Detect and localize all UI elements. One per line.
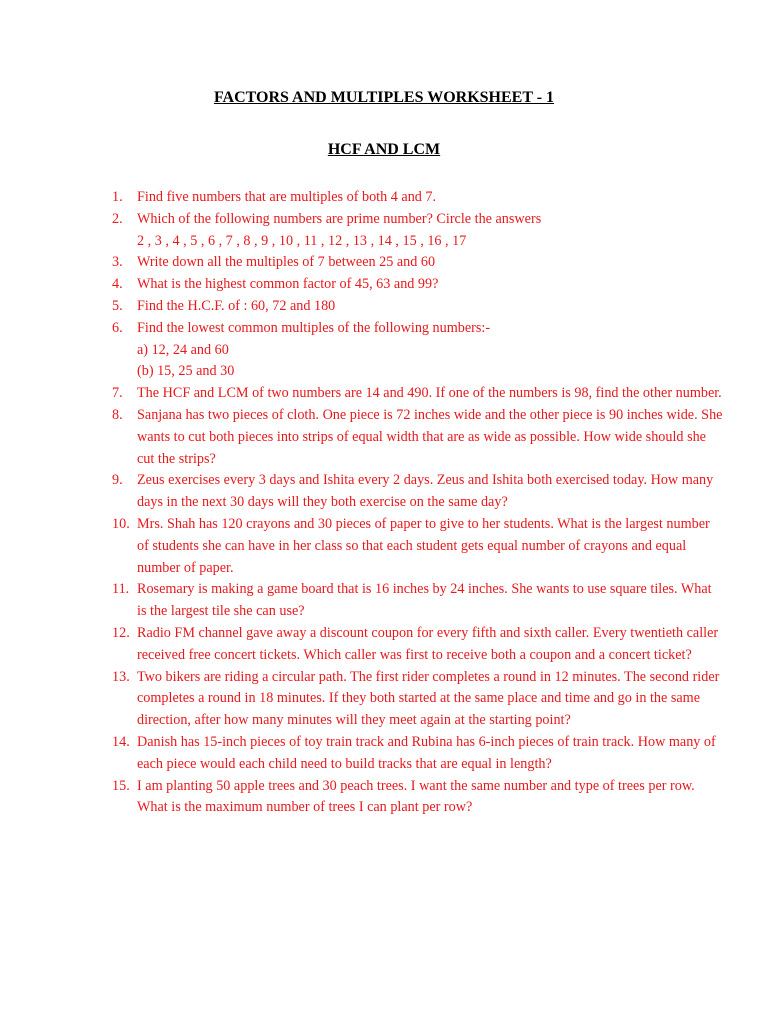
question-item — [112, 514, 724, 579]
question-number: 5. — [112, 297, 123, 314]
question-subline: 2 , 3 , 4 , 5 , 6 , 7 , 8 , 9 , 10 , 11 , 12 , 13 , 14 , 15 , 16 , 17 — [137, 232, 467, 249]
question-list — [112, 187, 724, 819]
question-text: Find the lowest common multiples of the following numbers:- — [137, 319, 491, 336]
question-text: The HCF and LCM of two numbers are 14 and 490. If one of the numbers is 98, find the other number. — [137, 385, 722, 402]
question-item — [112, 274, 724, 296]
question-number: 15. — [112, 777, 130, 794]
question-number: 11. — [112, 581, 130, 598]
question-number: 4. — [112, 276, 123, 293]
question-text: Find five numbers that are multiples of both 4 and 7. — [137, 189, 437, 205]
question-text: Which of the following numbers are prime number? Circle the answers — [137, 210, 542, 227]
question-text: I am planting 50 apple trees and 30 peach trees. I want the same number and type of trees per row. What is the maximum number of trees I can plant per row? — [137, 777, 695, 816]
question-subline: a) 12, 24 and 60 — [137, 341, 229, 358]
question-item — [112, 667, 724, 732]
question-item — [112, 776, 724, 820]
question-number: 12. — [112, 624, 130, 641]
question-text: Sanjana has two pieces of cloth. One piece is 72 inches wide and the other piece is 90 inches wide. She wants to cut both pieces into strips of equal width that are as wide as possible. How wide should she cut the strips? — [137, 406, 723, 467]
question-item — [112, 187, 724, 209]
question-text: What is the highest common factor of 45, 63 and 99? — [137, 276, 439, 293]
question-text: Zeus exercises every 3 days and Ishita every 2 days. Zeus and Ishita both exercised today. How many days in the next 30 days will they both exercise on the same day? — [137, 472, 714, 511]
question-text: Find the H.C.F. of : 60, 72 and 180 — [137, 297, 336, 314]
question-text: Rosemary is making a game board that is 16 inches by 24 inches. She wants to use square tiles. What is the largest tile she can use? — [137, 581, 712, 620]
question-number: 14. — [112, 733, 130, 750]
question-item — [112, 252, 724, 274]
worksheet-title: FACTORS AND MULTIPLES WORKSHEET - 1 — [213, 89, 555, 106]
question-text: Two bikers are riding a circular path. The first rider completes a round in 12 minutes. The second rider completes a round in 18 minutes. If they both started at the same place and time and go in the same direction, after how many minutes will they meet again at the starting point? — [137, 668, 720, 729]
question-item — [112, 623, 724, 667]
question-number: 2. — [112, 210, 123, 227]
question-item — [112, 579, 724, 623]
question-number: 9. — [112, 472, 123, 489]
question-text: Write down all the multiples of 7 between 25 and 60 — [137, 254, 436, 271]
question-number: 1. — [112, 189, 123, 205]
question-number: 6. — [112, 319, 123, 336]
question-number: 8. — [112, 406, 123, 423]
question-number: 13. — [112, 668, 130, 685]
question-text: Mrs. Shah has 120 crayons and 30 pieces of paper to give to her students. What is the largest number of students she can have in her class so that each student gets equal number of crayons and equal number of paper. — [137, 515, 710, 576]
worksheet-subtitle: HCF AND LCM — [327, 141, 441, 158]
question-number: 10. — [112, 515, 130, 532]
question-subline: (b) 15, 25 and 30 — [137, 363, 235, 380]
question-item — [112, 318, 724, 383]
question-item — [112, 209, 724, 253]
question-text: Radio FM channel gave away a discount coupon for every fifth and sixth caller. Every twentieth caller received free concert tickets. Which caller was first to receive both a coupon and a concert ticket? — [137, 624, 719, 663]
question-item — [112, 405, 724, 470]
question-item — [112, 383, 724, 405]
question-item — [112, 732, 724, 776]
question-text: Danish has 15-inch pieces of toy train track and Rubina has 6-inch pieces of train track. How many of each piece would each child need to build tracks that are equal in length? — [137, 733, 716, 772]
question-item — [112, 470, 724, 514]
question-item — [112, 296, 724, 318]
question-number: 3. — [112, 254, 123, 271]
question-number: 7. — [112, 385, 123, 402]
